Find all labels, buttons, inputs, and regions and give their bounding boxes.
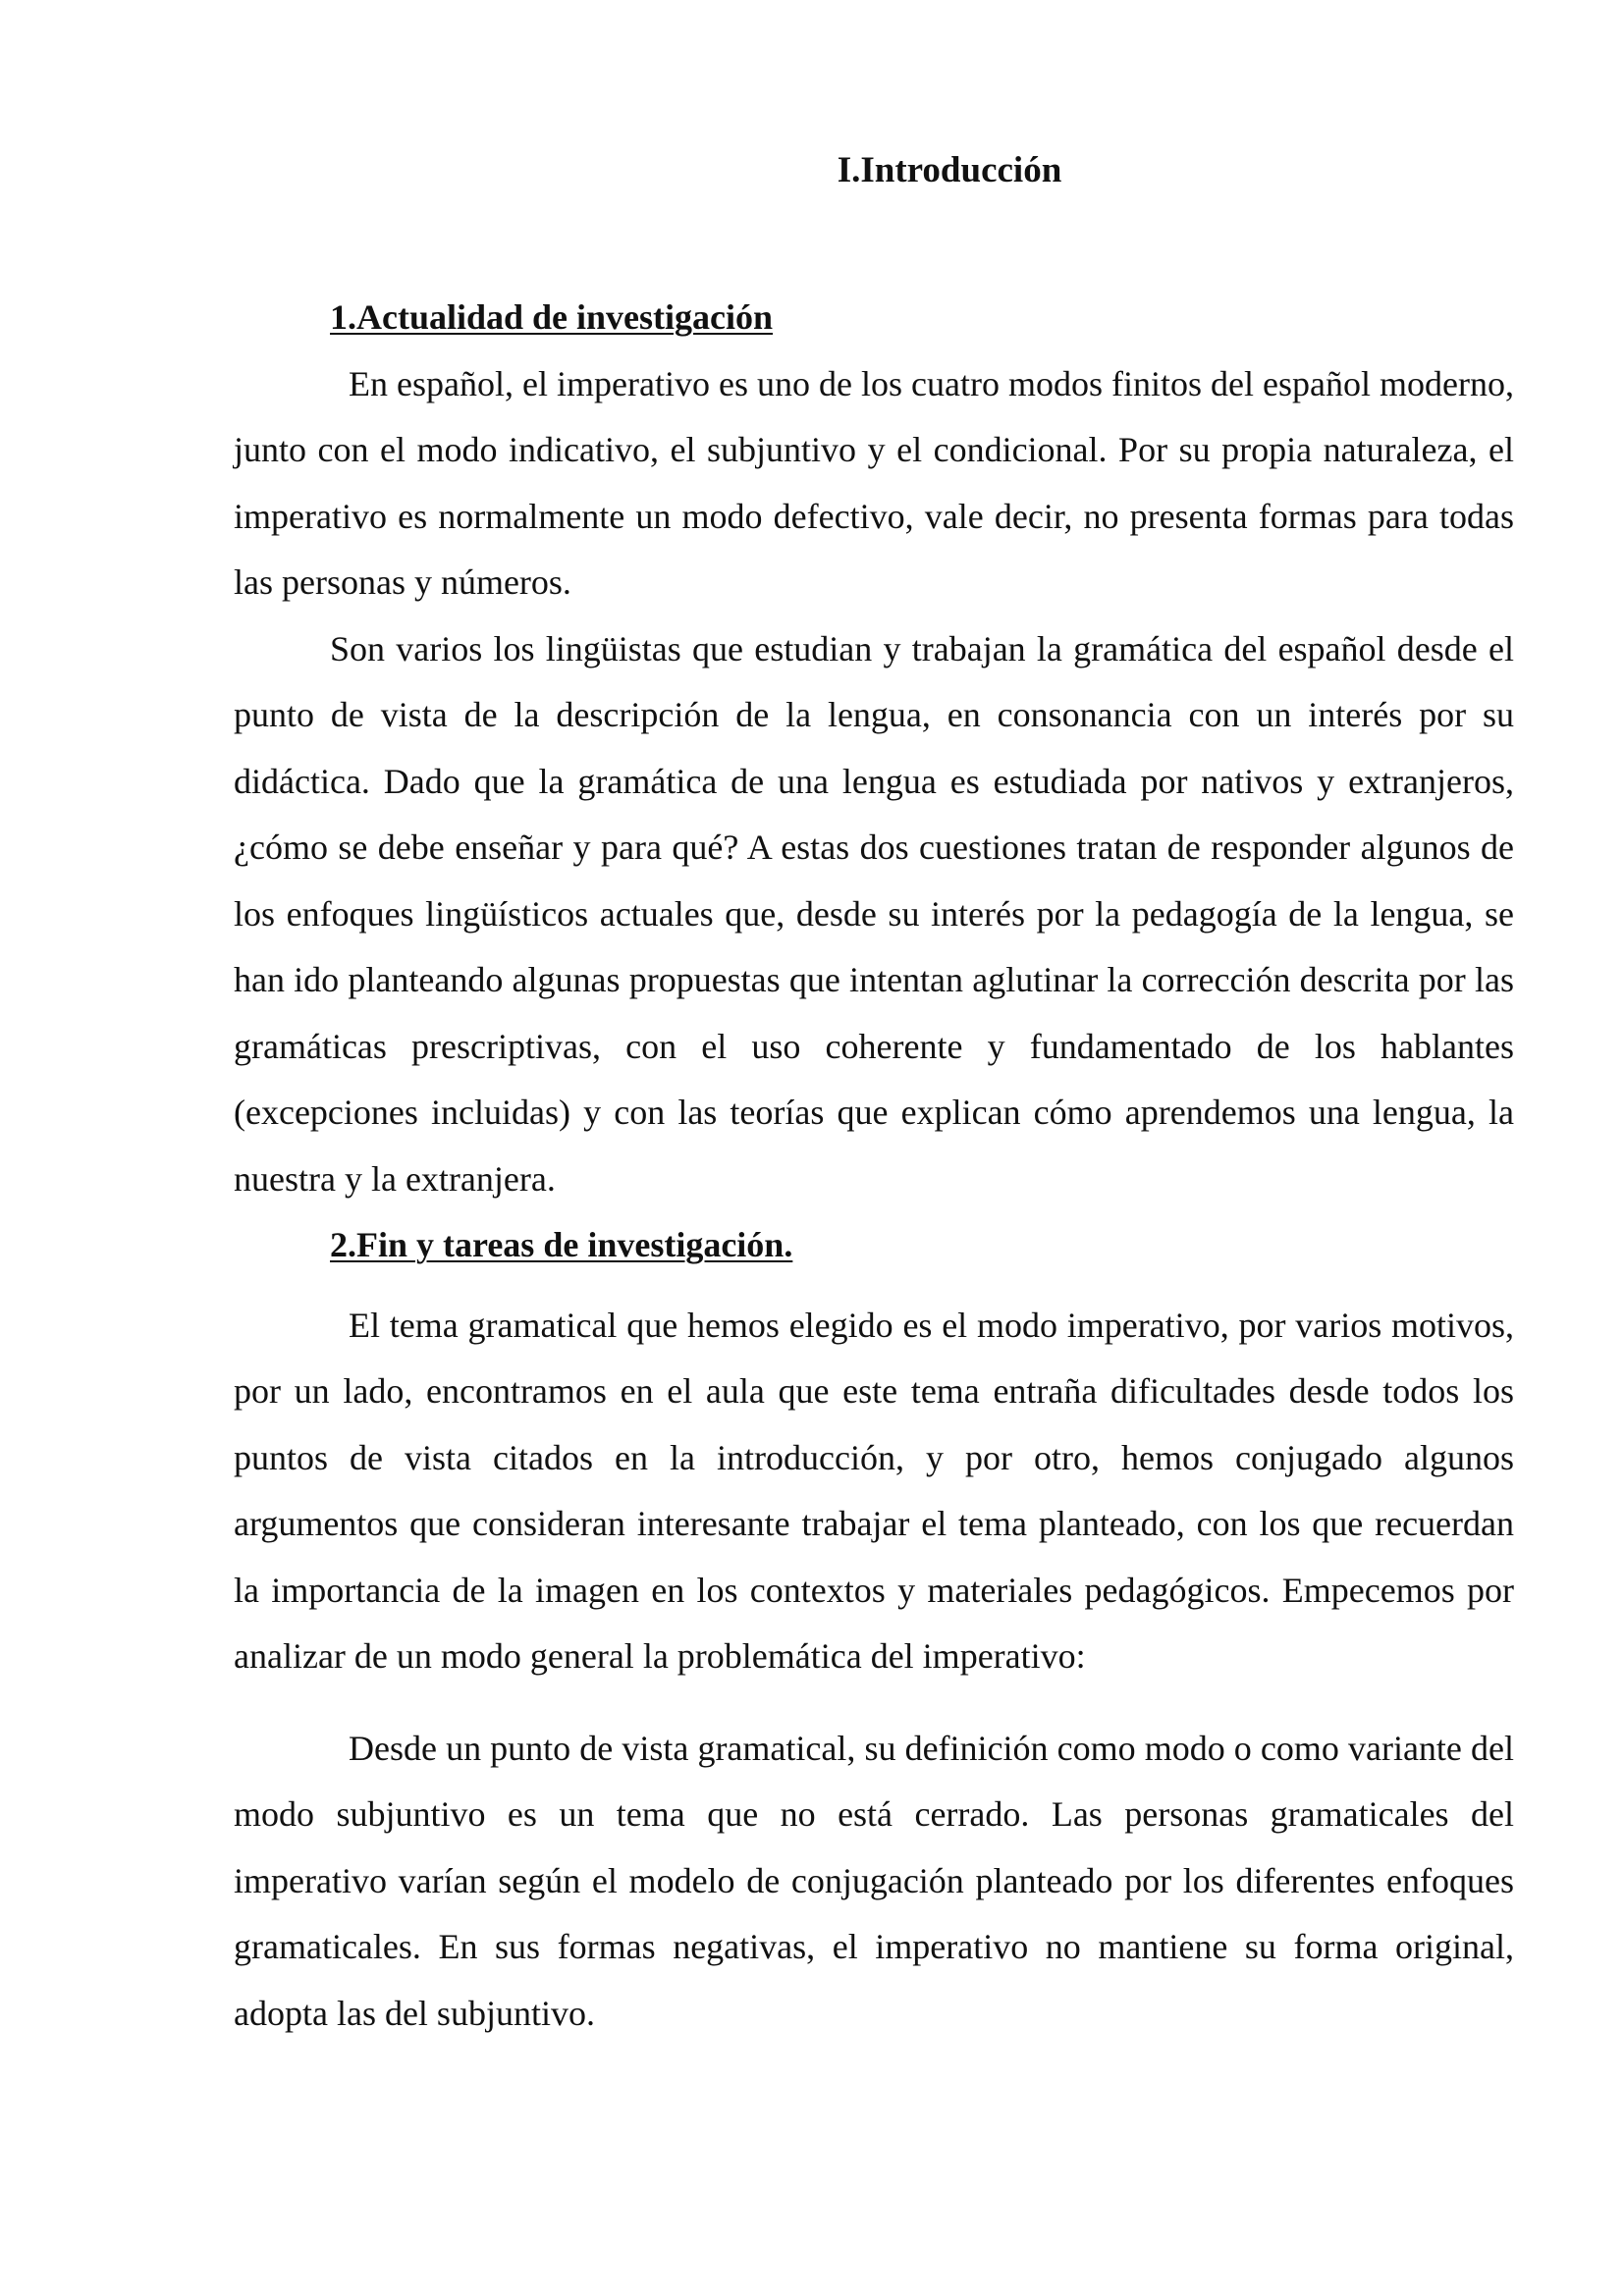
paragraph: El tema gramatical que hemos elegido es el modo imperativo, por varios motivos, por un lado, encontramos en el aula que este tema entraña dificultades desde todos los puntos de vista citados en la introducción, y por otro, hemos conjugado algunos argumentos que consideran interesante trabajar el tema planteado, con los que recuerdan la importancia de la imagen en los contextos y materiales pedagógicos. Empecemos por analizar de un modo general la problemática del imperativo: bbox=[234, 1305, 1514, 1676]
paragraph: En español, el imperativo es uno de los cuatro modos finitos del español moderno, junto con el modo indicativo, el subjuntivo y el condicional. Por su propia naturaleza, el imperativo es normalmente un modo defectivo, vale decir, no presenta formas para todas las personas y números. bbox=[234, 363, 1514, 602]
paragraph: Son varios los lingüistas que estudian y trabajan la gramática del español desde el punto de vista de la descripción de la lengua, en consonancia con un interés por su didáctica. Dado que la gramática de una lengua es estudiada por nativos y extranjeros, ¿cómo se debe enseñar y para qué? A estas dos cuestiones tratan de responder algunos de los enfoques lingüísticos actuales que, desde su interés por la pedagogía de la lengua, se han ido planteando algunas propuestas que intentan aglutinar la corrección descrita por las gramáticas prescriptivas, con el uso coherente y fundamentado de los hablantes (excepciones incluidas) y con las teorías que explican cómo aprendemos una lengua, la nuestra y la extranjera. bbox=[234, 628, 1514, 1199]
paragraph: Desde un punto de vista gramatical, su definición como modo o como variante del modo subjuntivo es un tema que no está cerrado. Las personas gramaticales del imperativo varían según el modelo de conjugación planteado por los diferentes enfoques gramaticales. En sus formas negativas, el imperativo no mantiene su forma original, adopta las del subjuntivo. bbox=[234, 1728, 1514, 2033]
section-heading-actualidad: 1.Actualidad de investigación bbox=[330, 297, 774, 337]
chapter-title: I.Introducción bbox=[837, 150, 1062, 190]
section-heading-fin-y-tareas: 2.Fin y tareas de investigación. bbox=[330, 1225, 793, 1264]
document-body bbox=[234, 285, 1514, 2047]
